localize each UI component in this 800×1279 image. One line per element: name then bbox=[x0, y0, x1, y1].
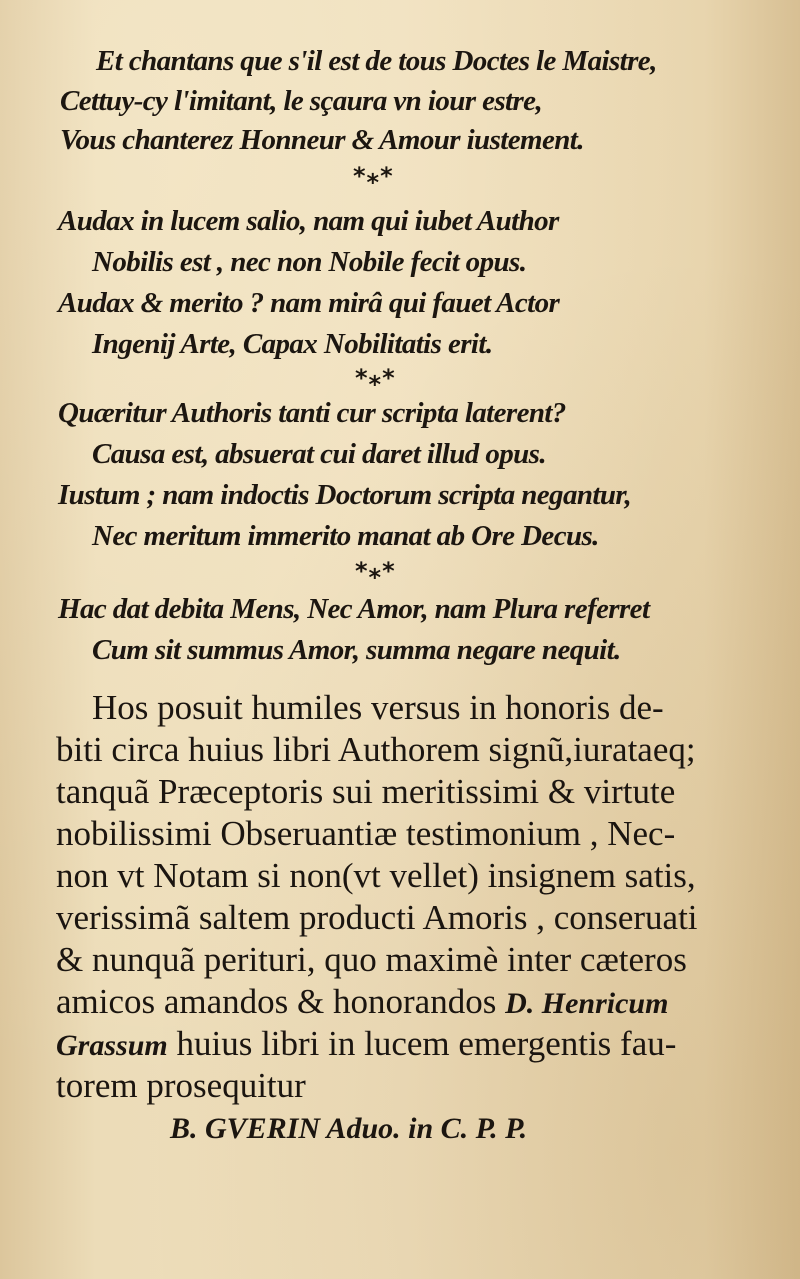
prose-line-1: Hos posuit humiles versus in honoris de- bbox=[92, 688, 664, 727]
prose-line-9-text: huius libri in lucem emergentis fau- bbox=[176, 1024, 677, 1063]
prose-line-2: biti circa huius libri Authorem signũ,iurataeq; bbox=[56, 730, 696, 769]
poem3-line-1: Quæritur Authoris tanti cur scripta laterent? bbox=[58, 397, 566, 429]
poem2-line-4: Ingenij Arte, Capax Nobilitatis erit. bbox=[92, 328, 493, 360]
poem4-line-2: Cum sit summus Amor, summa negare nequit. bbox=[92, 634, 621, 666]
poem3-line-4: Nec meritum immerito manat ab Ore Decus. bbox=[92, 520, 599, 552]
poem2-line-1: Audax in lucem salio, nam qui iubet Author bbox=[58, 205, 559, 237]
prose-line-3: tanquã Præceptoris sui meritissimi & virtute bbox=[56, 772, 676, 811]
prose-name-henricum: D. Henricum bbox=[505, 987, 669, 1020]
poem1-line-3: Vous chanterez Honneur & Amour iustement. bbox=[60, 124, 584, 156]
ornament-asterism: *⁎* bbox=[353, 162, 394, 190]
prose-line-8-text: amicos amandos & honorandos bbox=[56, 982, 497, 1021]
prose-line-10: torem prosequitur bbox=[56, 1066, 306, 1105]
signature: B. GVERIN Aduo. in C. P. P. bbox=[170, 1112, 528, 1145]
prose-line-9 bbox=[56, 1024, 676, 1064]
ornament-asterism: *⁎* bbox=[355, 557, 396, 585]
prose-line-4: nobilissimi Obseruantiæ testimonium , Nec- bbox=[56, 814, 676, 853]
prose-line-8 bbox=[56, 982, 668, 1022]
poem1-line-2: Cettuy-cy l'imitant, le sçaura vn iour estre, bbox=[60, 85, 543, 117]
poem3-line-2: Causa est, absuerat cui daret illud opus. bbox=[92, 438, 546, 470]
poem3-line-3: Iustum ; nam indoctis Doctorum scripta negantur, bbox=[58, 479, 632, 511]
prose-line-6: verissimã saltem producti Amoris , conseruati bbox=[56, 898, 698, 937]
prose-name-grassum: Grassum bbox=[56, 1029, 168, 1062]
prose-line-7: & nunquã perituri, quo maximè inter cæteros bbox=[56, 940, 687, 979]
poem1-line-1: Et chantans que s'il est de tous Doctes le Maistre, bbox=[96, 45, 657, 77]
ornament-asterism: *⁎* bbox=[355, 364, 396, 392]
poem2-line-3: Audax & merito ? nam mirâ qui fauet Actor bbox=[58, 287, 560, 319]
poem2-line-2: Nobilis est , nec non Nobile fecit opus. bbox=[92, 246, 527, 278]
prose-line-5: non vt Notam si non(vt vellet) insignem satis, bbox=[56, 856, 696, 895]
poem4-line-1: Hac dat debita Mens, Nec Amor, nam Plura referret bbox=[58, 593, 650, 625]
